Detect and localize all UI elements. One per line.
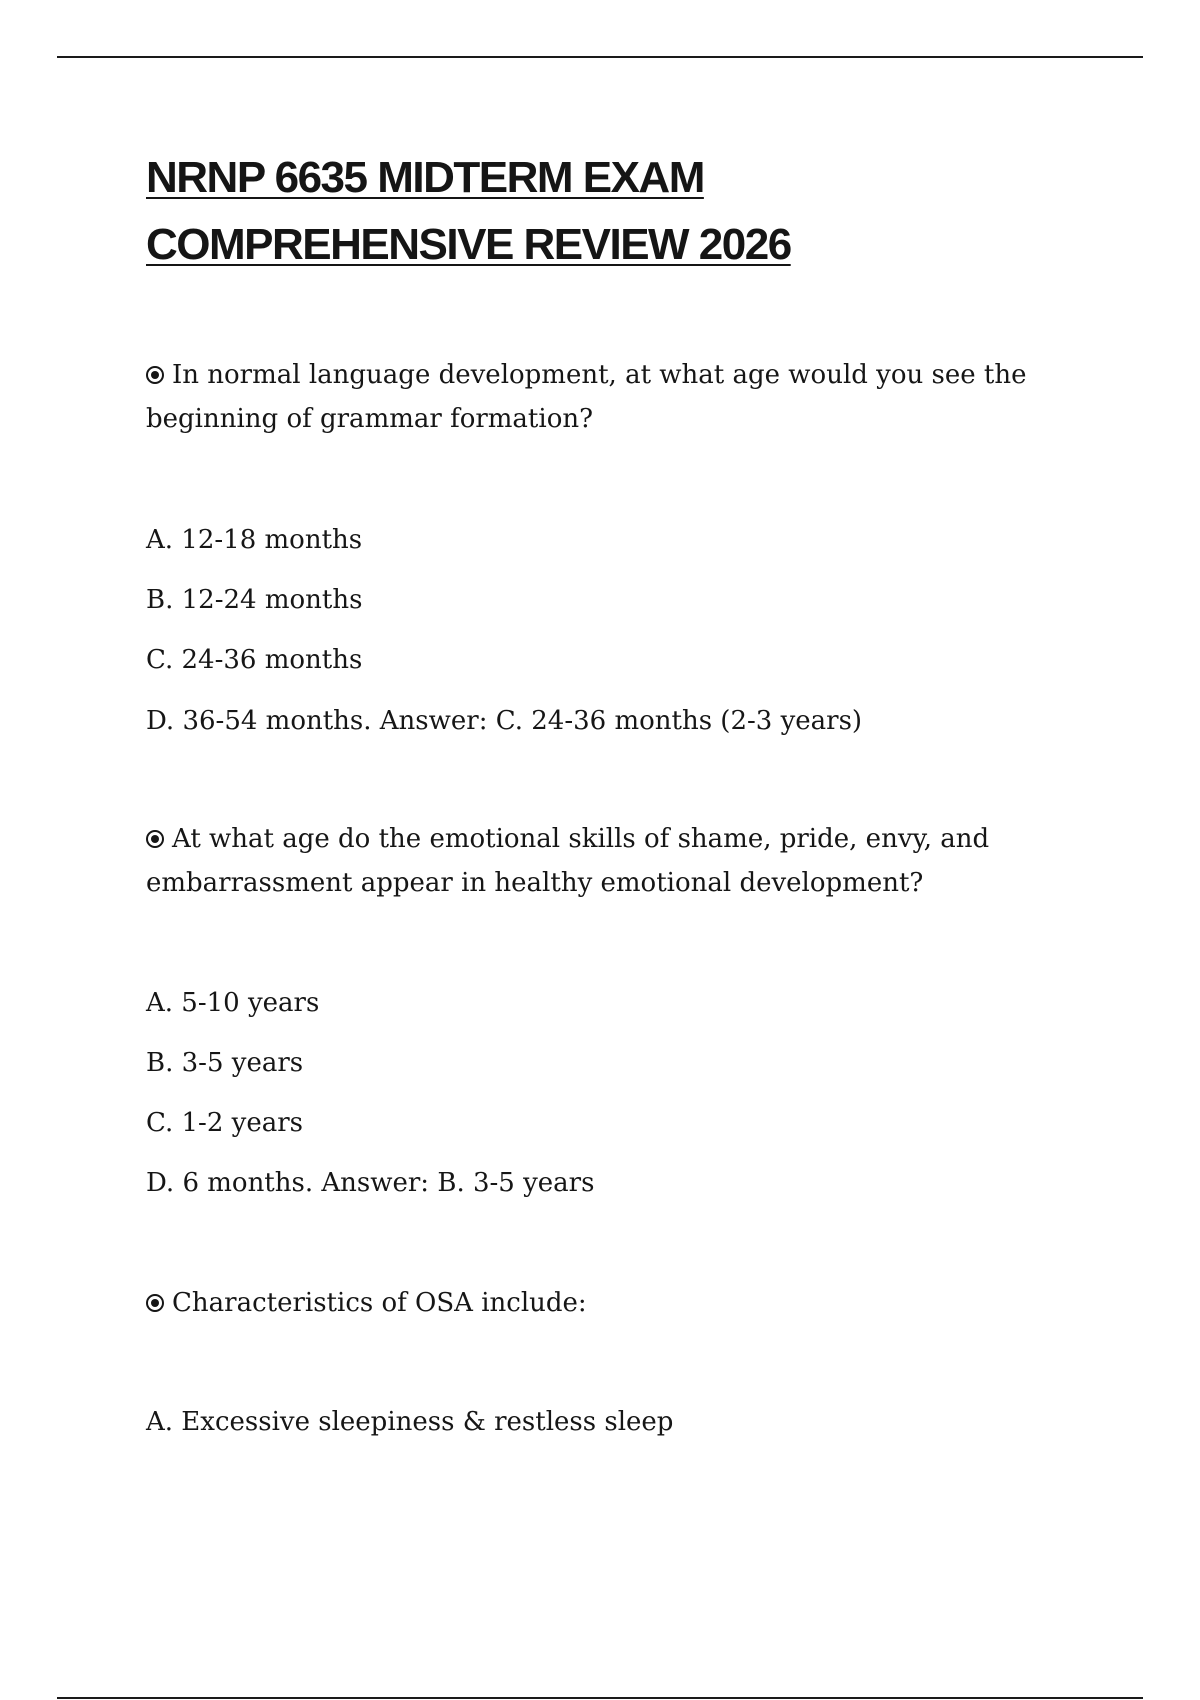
question-3-stem: [146, 1281, 1086, 1325]
question-1-option-c: C. 24-36 months: [146, 645, 363, 675]
question-1-option-d: D. 36-54 months. Answer: C. 24-36 months (2-3 years): [146, 706, 863, 736]
question-2-option-d: D. 6 months. Answer: B. 3-5 years: [146, 1168, 595, 1198]
document-title: NRNP 6635 MIDTERM EXAM COMPREHENSIVE REVIEW 2026: [146, 153, 791, 269]
top-rule: [57, 56, 1143, 58]
question-2-text: At what age do the emotional skills of shame, pride, envy, and embarrassment appear in healthy emotional development?: [146, 824, 990, 898]
question-1-text: In normal language development, at what age would you see the beginning of grammar formation?: [146, 360, 1027, 434]
question-1-option-b: B. 12-24 months: [146, 585, 363, 615]
question-3-option-a: A. Excessive sleepiness & restless sleep: [146, 1407, 674, 1437]
bottom-rule: [57, 1697, 1143, 1699]
question-2-option-b: B. 3-5 years: [146, 1048, 304, 1078]
question-1-stem: [146, 353, 1086, 441]
radio-bullet-icon: [146, 1294, 164, 1312]
radio-bullet-icon: [146, 366, 164, 384]
question-2-option-c: C. 1-2 years: [146, 1108, 303, 1138]
question-2-option-a: A. 5-10 years: [146, 988, 320, 1018]
radio-bullet-icon: [146, 830, 164, 848]
question-3-text: Characteristics of OSA include:: [172, 1288, 587, 1318]
question-2-stem: [146, 817, 1086, 905]
question-1-option-a: A. 12-18 months: [146, 525, 363, 555]
